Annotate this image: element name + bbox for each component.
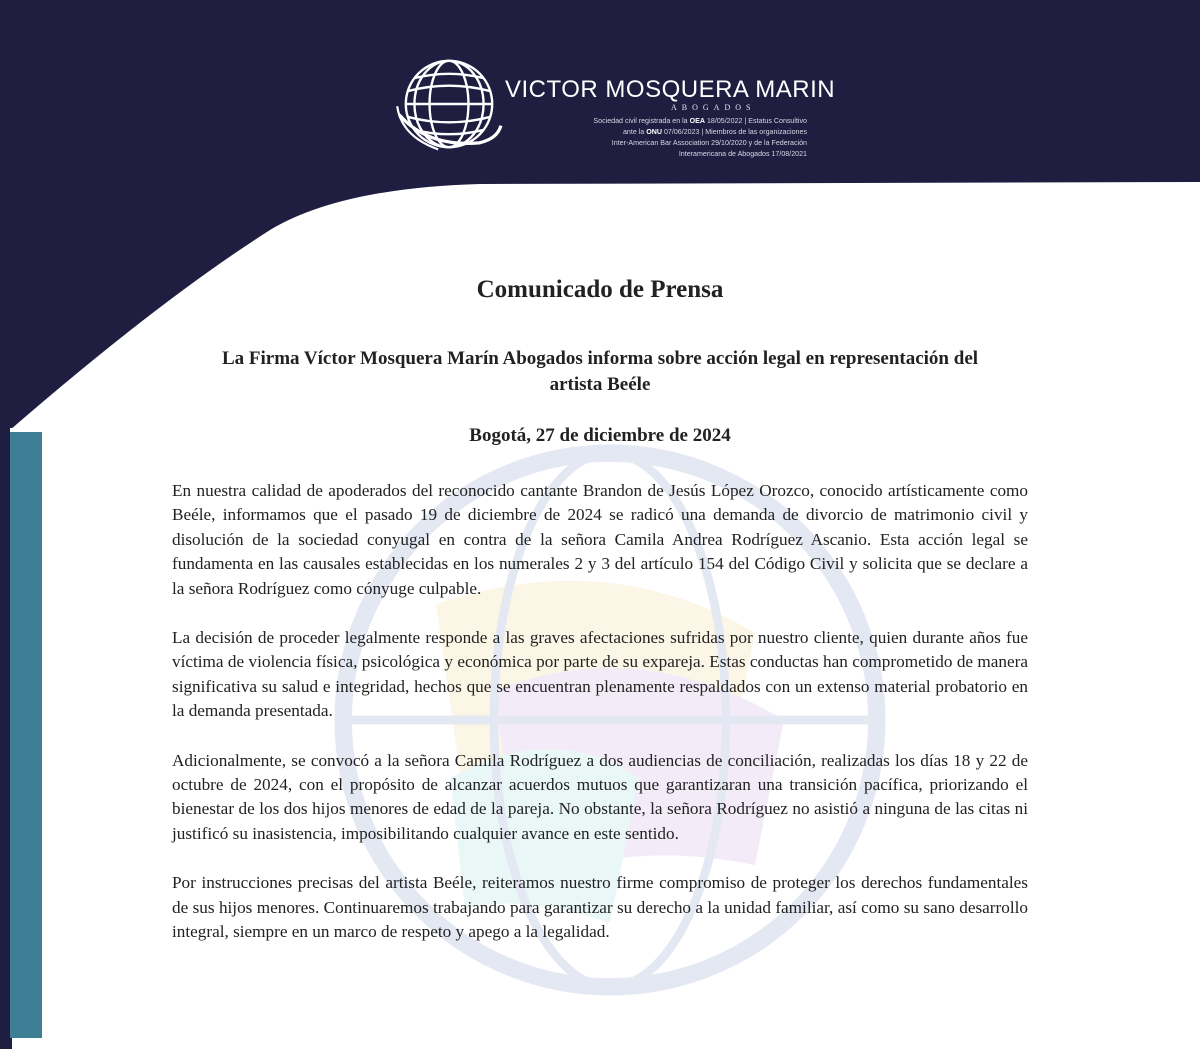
firm-subtitle: ABOGADOS — [671, 103, 756, 112]
registration-line: Sociedad civil registrada en la OEA 18/05/2022 | Estatus Consultivo — [593, 117, 807, 125]
body-paragraph: La decisión de proceder legalmente responde a las graves afectaciones sufridas por nuestro cliente, quien durante años fue víctima de violencia física, psicológica y económica por parte de su expareja. Estas conductas han comprometido de manera significativa su salud e integridad, hechos que se encuentran plenamente respaldados con un extenso material probatorio en la demanda presentada. — [172, 628, 1028, 721]
firm-name: VICTOR MOSQUERA MARIN — [505, 76, 836, 103]
registration-line: Inter-American Bar Association 29/10/2020 y de la Federación — [611, 139, 807, 147]
body-paragraph: Adicionalmente, se convocó a la señora Camila Rodríguez a dos audiencias de conciliación, realizadas los días 18 y 22 de octubre de 2024, con el propósito de alcanzar acuerdos mutuos que garantizaran una transición pacífica, priorizando el bienestar de los dos hijos menores de edad de la pareja. No obstante, la señora Rodríguez no asistió a ninguna de las citas ni justificó su inasistencia, imposibilitando cualquier avance en este sentido. — [172, 750, 1028, 843]
document-title: Comunicado de Prensa — [476, 276, 724, 303]
teal-side-bar — [10, 432, 42, 1038]
registration-line: Interamericana de Abogados 17/08/2021 — [678, 150, 807, 158]
letterhead-header — [395, 50, 836, 170]
document-body — [172, 479, 1028, 970]
body-paragraph: Por instrucciones precisas del artista Beéle, reiteramos nuestro firme compromiso de proteger los derechos fundamentales de sus hijos menores. Continuaremos trabajando para garantizar su derecho a la unidad familiar, así como su sano desarrollo integral, siempre en un marco de respeto y apego a la legalidad. — [172, 873, 1028, 942]
document-subtitle: La Firma Víctor Mosquera Marín Abogados informa sobre acción legal en representación del artista Beéle — [221, 348, 979, 395]
registration-line: ante la ONU 07/06/2023 | Miembros de las organizaciones — [622, 128, 807, 136]
firm-registration-info — [505, 116, 807, 160]
globe-logo-icon — [395, 50, 503, 158]
body-paragraph: En nuestra calidad de apoderados del reconocido cantante Brandon de Jesús López Orozco, conocido artísticamente como Beéle, informamos que el pasado 19 de diciembre de 2024 se radicó una demanda de divorcio de matrimonio civil y disolución de la sociedad conyugal en contra de la señora Camila Andrea Rodríguez Ascanio. Esta acción legal se fundamenta en las causales establecidas en los numerales 2 y 3 del artículo 154 del Código Civil y solicita que se declare a la señora Rodríguez como cónyuge culpable. — [172, 481, 1028, 598]
document-date: Bogotá, 27 de diciembre de 2024 — [469, 425, 731, 446]
